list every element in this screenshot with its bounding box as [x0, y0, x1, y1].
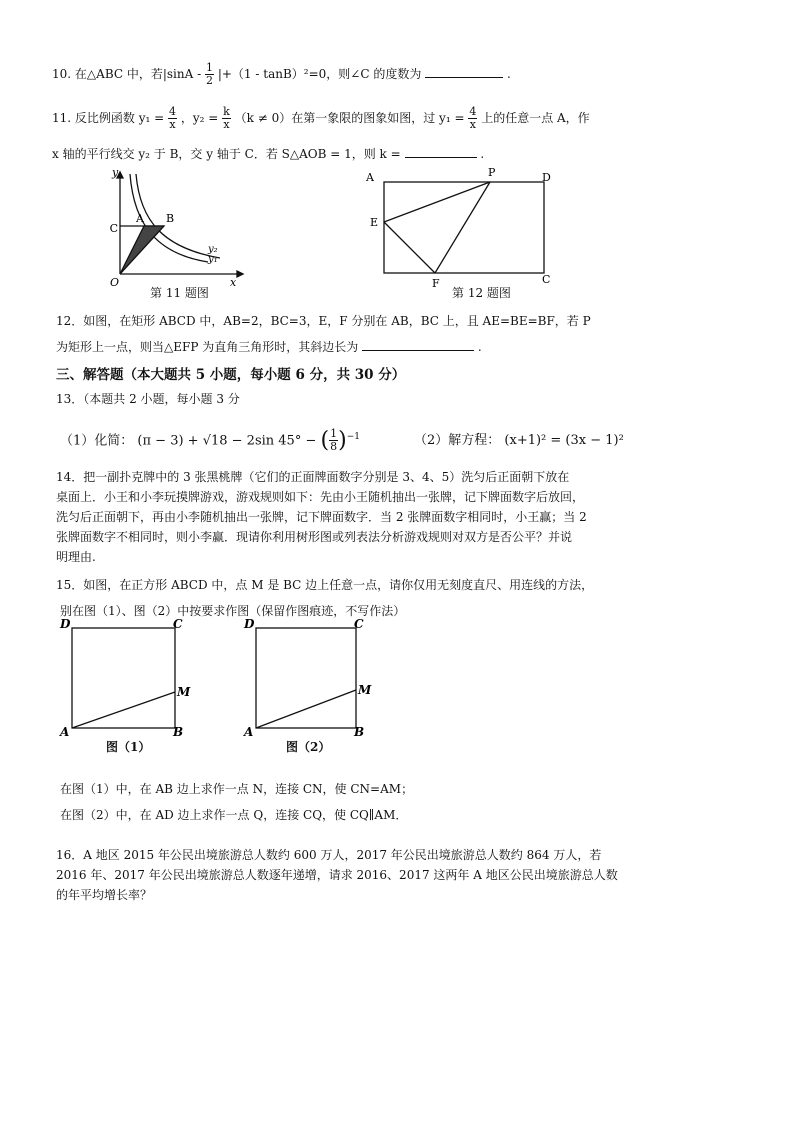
q10-number: 10. [52, 67, 72, 81]
q16-line-1: 16．A 地区 2015 年公民出境旅游总人数约 600 万人，2017 年公民出境旅游总人数约 864 万人，若 [56, 848, 602, 862]
q12-text-b: 为矩形上一点，则当△EFP 为直角三角形时，其斜边长为 [56, 340, 359, 354]
q14-line-1: 14．把一副扑克牌中的 3 张黑桃牌（它们的正面牌面数字分别是 3、4、5）洗匀后正面朝下放在 [56, 470, 570, 484]
fig12-label-P: P [488, 166, 496, 179]
fig12-caption: 第 12 题图 [452, 286, 511, 300]
q15-requirement-2: 在图（2）中，在 AD 边上求作一点 Q，连接 CQ，使 CQ∥AM． [60, 808, 408, 822]
q13-p1-f-den: 8 [330, 440, 338, 454]
q13-p1-exponent: −1 [346, 432, 360, 442]
q11-fraction-3 [468, 106, 477, 131]
fig12-label-A: A [366, 171, 374, 184]
q10-line [52, 62, 511, 87]
fig15-2-label-C: C [354, 617, 364, 631]
q10-text-end: . [506, 67, 511, 81]
q11-fraction-2 [222, 106, 231, 131]
fig11-label-y2: y₂ [208, 244, 218, 255]
q15-requirement-1: 在图（1）中，在 AB 边上求作一点 N，连接 CN，使 CN=AM； [60, 782, 414, 796]
q16-line-2: 2016 年、2017 年公民出境旅游总人数逐年递增，请求 2016、2017 这两年 A 地区公民出境旅游总人数 [56, 868, 618, 882]
q14-line-3: 洗匀后正面朝下，再由小李随机抽出一张牌，记下牌面数字．当 2 张牌面数字相同时，小王赢；当 2 [56, 510, 587, 524]
q11-text-d: 上的任意一点 A，作 [481, 111, 590, 125]
fig11-label-x: x [230, 276, 237, 289]
fig11-label-A: A [136, 212, 144, 225]
q11-fraction-1 [168, 106, 177, 131]
q13-paren-open: ( [320, 427, 330, 453]
figure-15-2 [240, 616, 380, 740]
q12-line-1: 12．如图，在矩形 ABCD 中，AB=2，BC=3，E，F 分别在 AB，BC 上，且 AE=BE=BF，若 P [56, 314, 591, 328]
fig11-label-y: y [112, 166, 119, 179]
q11-text-a: 反比例函数 y₁ = [74, 111, 165, 125]
fig12-label-D: D [542, 171, 551, 184]
fig12-label-C: C [542, 273, 551, 286]
q12-line-2 [56, 338, 482, 356]
q12-text-end: . [477, 340, 482, 354]
q13-paren-close: ) [338, 427, 347, 453]
q11-line-1 [52, 106, 590, 131]
q10-text-a: 在△ABC 中，若|sinA - [74, 67, 202, 81]
q10-half-den: 2 [206, 74, 213, 87]
fig15-2-label-B: B [354, 725, 365, 739]
q12-answer-blank[interactable] [362, 338, 474, 351]
fig15-1-label-M: M [177, 685, 191, 699]
fig11-caption: 第 11 题图 [150, 286, 209, 300]
q15-line-1: 15．如图，在正方形 ABCD 中，点 M 是 BC 边上任意一点，请你仅用无刻度直尺、用连线的方法， [56, 578, 594, 592]
q11-text-end: . [480, 147, 485, 161]
fig15-1-caption: 图（1） [106, 740, 151, 754]
q13-p2-expr: (x+1)² = (3x − 1)² [504, 433, 624, 448]
q15-line-2: 别在图（1）、图（2）中按要求作图（保留作图痕迹，不写作法） [60, 604, 406, 618]
q11-f1-num: 4 [169, 105, 177, 118]
figure-15-1 [58, 616, 198, 740]
q10-half-fraction [205, 62, 214, 87]
fig15-2-label-M: M [358, 683, 372, 697]
fig15-1-label-C: C [173, 617, 183, 631]
q16-line-3: 的年平均增长率？ [56, 888, 153, 902]
q11-text-e: x 轴的平行线交 y₂ 于 B，交 y 轴于 C．若 S△AOB = 1，则 k = [52, 147, 401, 161]
q13-part-1 [60, 428, 360, 453]
q11-f3-den: x [469, 118, 476, 131]
q11-f1-den: x [169, 118, 176, 131]
section-3-heading: 三、解答题（本大题共 5 小题，每小题 6 分，共 30 分） [56, 367, 406, 383]
q10-answer-blank[interactable] [425, 65, 503, 78]
q11-f3-num: 4 [469, 105, 477, 118]
fig15-1-label-B: B [173, 725, 184, 739]
fig15-2-label-A: A [244, 725, 254, 739]
q11-text-b: ，y₂ = [180, 111, 219, 125]
q13-p1-expr: (π − 3) + √18 − 2sin 45° − [137, 433, 317, 449]
fig11-label-O: O [110, 276, 120, 289]
q13-p1-label: （1）化简： [60, 433, 134, 449]
fig15-1-label-A: A [60, 725, 70, 739]
q13-p1-fraction [329, 428, 338, 453]
q11-f2-num: k [223, 105, 230, 118]
q13-part-2 [414, 432, 624, 450]
q11-number: 11. [52, 111, 72, 125]
q11-answer-blank[interactable] [405, 145, 477, 158]
q11-f2-den: x [223, 118, 230, 131]
q14-line-5: 明理由. [56, 550, 96, 564]
fig15-1-label-D: D [60, 617, 71, 631]
q11-line-2 [52, 145, 484, 163]
q10-text-b: |+（1 - tanB）²=0，则∠C 的度数为 [217, 67, 422, 81]
q11-text-c: （k ≠ 0）在第一象限的图象如图，过 y₁ = [234, 111, 465, 125]
fig15-2-caption: 图（2） [286, 740, 331, 754]
q13-p1-f-num: 1 [330, 427, 338, 441]
q13-head: 13．（本题共 2 小题，每小题 3 分 [56, 392, 240, 406]
q10-half-num: 1 [206, 61, 213, 74]
q13-p2-label: （2）解方程： [414, 433, 501, 448]
q14-line-2: 桌面上．小王和小李玩摸牌游戏，游戏规则如下：先由小王随机抽出一张牌，记下牌面数字后放回， [56, 490, 585, 504]
fig11-label-C: C [109, 222, 118, 235]
fig11-label-B: B [166, 212, 175, 225]
fig12-label-E: E [370, 216, 379, 229]
fig11-label-y1: y₁ [208, 254, 218, 265]
figure-11 [108, 166, 248, 298]
q14-line-4: 张牌面数字不相同时，则小李赢．现请你利用树形图或列表法分析游戏规则对双方是否公平？并说 [56, 530, 573, 544]
fig12-label-F: F [432, 277, 440, 290]
fig15-2-label-D: D [244, 617, 255, 631]
figure-12 [360, 166, 560, 290]
